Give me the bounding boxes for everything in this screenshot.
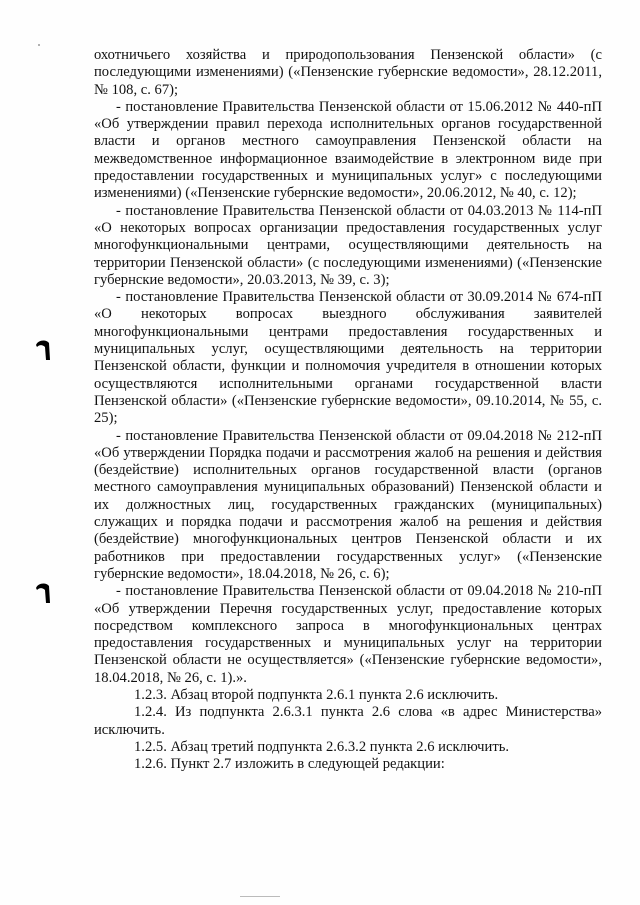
paragraph-item-1-2-3: 1.2.3. Абзац второй подпункта 2.6.1 пункта 2.6 исключить. — [134, 686, 499, 703]
scan-edge-line — [240, 896, 280, 897]
document-body — [94, 47, 602, 773]
punch-hole-mark-icon — [34, 338, 52, 362]
paragraph-item-1-2-5: 1.2.5. Абзац третий подпункта 2.6.3.2 пункта 2.6 исключить. — [134, 738, 509, 755]
paragraph-resolution-212: - постановление Правительства Пензенской области от 09.04.2018 № 212-пП «Об утверждении Порядка подачи и рассмотрения жалоб на решения и действия (бездействие) исполнительных органов государственной власти (органов местного самоуправления муниципальных образований) Пензенской области и их должностных лиц, государственных гражданских (муниципальных) служащих и порядка подачи и рассмотрения жалоб на решения и действия (бездействие) многофункциональных центров Пензенской области и их работников при предоставлении государственных услуг» («Пензенские губернские ведомости», 18.04.2018, № 26, с. 6); — [94, 427, 602, 582]
paragraph-resolution-210: - постановление Правительства Пензенской области от 09.04.2018 № 210-пП «Об утверждении Перечня государственных услуг, предоставление которых посредством комплексного запроса в многофункциональных центрах предоставления государственных и муниципальных услуг на территории Пензенской области не осуществляется» («Пензенские губернские ведомости», 18.04.2018, № 26, с. 1).». — [94, 583, 602, 686]
paragraph-resolution-114: - постановление Правительства Пензенской области от 04.03.2013 № 114-пП «О некоторых вопросах организации предоставления государственных услуг многофункциональными центрами, осуществляющими деятельность на территории Пензенской области» (с последующими изменениями) («Пензенские губернские ведомости», 20.03.2013, № 39, с. 3); — [94, 202, 602, 288]
scan-speck — [38, 44, 40, 46]
paragraph-resolution-674: - постановление Правительства Пензенской области от 30.09.2014 № 674-пП «О некоторых вопросах выездного обслуживания заявителей многофункциональными центрами предоставления государственных и муниципальных услуг, осуществляющими деятельность на территории Пензенской области, функции и полномочия учредителя в отношении которых осуществляются исполнительными органами государственной власти Пензенской области» («Пензенские губернские ведомости», 09.10.2014, № 55, с. 25); — [94, 289, 602, 427]
punch-hole-mark-icon — [34, 581, 52, 605]
paragraph-resolution-440: - постановление Правительства Пензенской области от 15.06.2012 № 440-пП «Об утверждении правил перехода исполнительных органов государственной власти и органов местного самоуправления Пензенской области на межведомственное информационное взаимодействие в электронном виде при предоставлении государственных и муниципальных услуг» с последующими изменениями) («Пензенские губернские ведомости», 20.06.2012, № 40, с. 12); — [94, 98, 602, 202]
paragraph-item-1-2-6: 1.2.6. Пункт 2.7 изложить в следующей редакции: — [134, 756, 445, 773]
paragraph-continuation: охотничьего хозяйства и природопользования Пензенской области» (с последующими изменениями) («Пензенские губернские ведомости», 28.12.2011, № 108, с. 67); — [94, 47, 602, 98]
paragraph-item-1-2-4: 1.2.4. Из подпункта 2.6.3.1 пункта 2.6 слова «в адрес Министерства» исключить. — [94, 704, 602, 738]
